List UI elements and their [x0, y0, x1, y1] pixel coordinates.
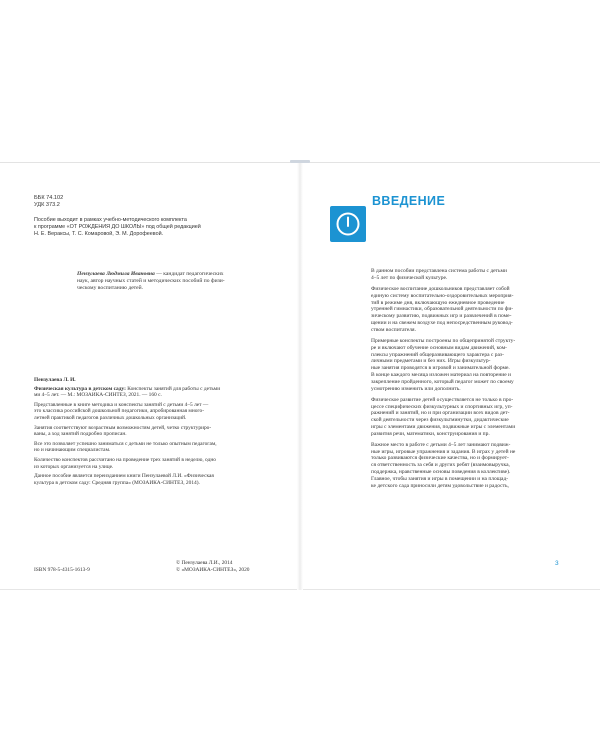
isbn: ISBN 978-5-4315-1613-9 — [34, 567, 90, 573]
book-fold — [297, 162, 303, 590]
text-line: Главное, чтобы занятия и игры в помещении и на площад- — [371, 475, 509, 482]
text-line: 4–5 лет по физической культуре. — [371, 274, 448, 281]
bib-line: Все это позволяет успешно заниматься с детьми не только опытным педагогам, — [34, 440, 217, 447]
text-line: поддержка, нравственные основы поведения в коллективе). — [371, 469, 511, 476]
text-line: единую систему воспитательно-оздоровительных мероприя- — [371, 292, 514, 299]
bib-line: Представленные в книге методика и конспекты занятий с детьми 4–5 лет — — [34, 401, 209, 408]
text-line: Примерные конспекты построены по общепринятой структу- — [371, 337, 516, 344]
intro-paragraph — [371, 338, 565, 392]
text-line: закрепление пройденного, который педагог может по своему — [371, 378, 514, 385]
bib-line: культура в детском саду: Средняя группа» (МОЗАИКА-СИНТЕЗ, 2014). — [34, 479, 200, 486]
text-line: ской деятельности через физкультминутки, дидактические — [371, 417, 509, 424]
text-line: усмотрению изменить или дополнить. — [371, 385, 461, 392]
series-note — [34, 217, 244, 237]
bib-title-bold: Физическая культура в детском саду: — [34, 385, 126, 392]
copyright-line: © Пензулаева Л.И., 2014 — [176, 560, 233, 566]
author-desc-line: — кандидат педагогических — [154, 271, 224, 277]
text-line: ся ответственность за себя и других ребят (взаимовыручка, — [371, 462, 510, 469]
author-name: Пензулаева Людмила Ивановна — [77, 271, 155, 277]
bib-line: ваны, а ход занятий подробно прописан. — [34, 431, 127, 438]
bib-line: Занятия соответствуют возрастным возможностям детей, четко структуриро- — [34, 424, 212, 431]
text-line: ные занятия проводятся в игровой и занимательной форме. — [371, 365, 510, 372]
chapter-heading: ВВЕДЕНИЕ — [372, 194, 446, 208]
bib-line: но и начинающим специалистам. — [34, 447, 111, 454]
intro-paragraph — [371, 442, 565, 490]
bib-line: Количество конспектов рассчитано на проведение трех занятий в неделю, одно — [34, 456, 216, 463]
text-line: В данном пособии представлена система работы с детьми — [371, 268, 507, 274]
bib-paragraph — [34, 457, 272, 470]
text-line: ре и включают обучение основным видам движений, ком- — [371, 344, 508, 351]
text-line: ные игры, игровые упражнения и задания. В играх у детей не — [371, 448, 516, 455]
text-line: ражнений и занятий, но и при организации всех видов дет- — [371, 410, 510, 417]
bib-paragraph — [34, 441, 272, 454]
intro-paragraph — [371, 286, 565, 334]
bbk-code: ББК 74.102 — [34, 195, 64, 201]
text-line: развития речи, математики, конструирования и пр. — [371, 430, 490, 437]
chapter-icon-box — [330, 206, 366, 242]
intro-paragraph — [371, 268, 565, 282]
text-line: Физическое развитие детей осуществляется не только в про- — [371, 396, 514, 403]
intro-text — [371, 268, 565, 494]
power-icon — [330, 206, 366, 242]
copyright-line: © «МОЗАИКА-СИНТЕЗ», 2020 — [176, 566, 250, 573]
bib-line: из которых организуется на улице. — [34, 463, 114, 470]
text-line: цессе специфических физкультурных и спортивных игр, уп- — [371, 403, 513, 410]
text-line: В конце каждого месяца изложен материал на повторение и — [371, 371, 511, 378]
bib-paragraph — [34, 402, 272, 422]
fold-mark — [290, 160, 310, 163]
text-line: тий в режиме дня, включающую ежедневное проведение — [371, 299, 505, 306]
bib-line: летней практикой педагогов различных дошкольных организаций. — [34, 414, 187, 421]
author-note — [77, 271, 273, 293]
bib-author: Пензулаева Л. И. — [34, 377, 76, 383]
bib-line: Данное пособие является переизданием книги Пензулаевой Л.И. «Физическая — [34, 473, 214, 480]
intro-paragraph — [371, 397, 565, 438]
text-line: ке детского сада приносили детям удовольствие и радость, — [371, 482, 509, 489]
bib-title — [34, 386, 272, 399]
series-note-line: Пособие выходит в рамках учебно-методического комплекта — [34, 217, 187, 223]
text-line: ством воспитателя. — [371, 326, 416, 333]
text-line: Важное место в работе с детьми 4–5 лет занимают подвиж- — [371, 441, 511, 448]
series-note-line: к программе «ОТ РОЖДЕНИЯ ДО ШКОЛЫ» под общей редакцией — [34, 223, 201, 230]
udk-code: УДК 373.2 — [34, 202, 60, 208]
author-desc-line: наук, автор научных статей и методических пособий по физи- — [77, 278, 225, 285]
author-desc-line: ческому воспитанию детей. — [77, 285, 143, 292]
series-note-line: Н. Е. Вераксы, Т. С. Комаровой, Э. М. Дорофеевой. — [34, 230, 164, 237]
text-line: щении и на свежем воздухе под непосредственным руковод- — [371, 319, 513, 326]
page-number: 3 — [555, 560, 559, 567]
text-line: Физическое воспитание дошкольников представляет собой — [371, 285, 510, 292]
bib-title-rest: Конспекты занятий для работы с детьми — [125, 385, 221, 392]
bib-line: это классика российской дошкольной педагогики, апробированная много- — [34, 408, 204, 415]
text-line: плексы упражнений общеразвивающего характера с раз- — [371, 351, 504, 358]
copyright-block — [176, 560, 276, 574]
text-line: утренней гимнастики, образовательной деятельности по фи- — [371, 306, 514, 313]
text-line: зическому развитию, подвижных игр и развлечений в поме- — [371, 313, 512, 320]
text-line: только развиваются физические качества, но и формирует- — [371, 455, 509, 462]
bib-title-rest: ми 4–5 лет. — М.: МОЗАИКА-СИНТЕЗ, 2021. — 160 с. — [34, 392, 162, 399]
text-line: игры с элементами движения, подвижные игры с элементами — [371, 423, 516, 430]
bib-paragraph — [34, 425, 272, 438]
classification-codes — [34, 195, 63, 209]
text-line: личными предметами и без них. Игры физкультур- — [371, 358, 491, 365]
bibliographic-record — [34, 377, 272, 489]
bib-paragraph — [34, 473, 272, 486]
